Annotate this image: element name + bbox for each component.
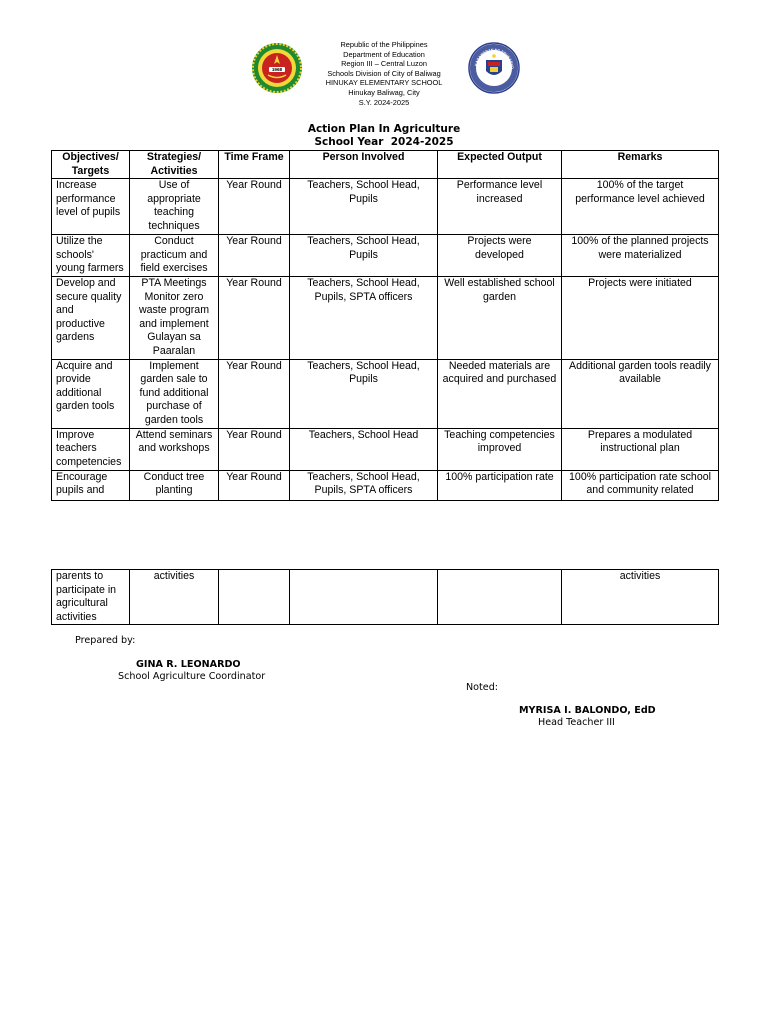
cell-output: Teaching competencies improved bbox=[438, 428, 562, 470]
header-line: Hinukay Baliwag, City bbox=[348, 87, 420, 97]
table-row bbox=[52, 470, 719, 500]
cell-person: Teachers, School Head, Pupils, SPTA officers bbox=[290, 470, 438, 500]
cell-time-frame: Year Round bbox=[219, 359, 290, 428]
cell-strategy: Conduct practicum and field exercises bbox=[130, 235, 219, 277]
cell-person: Teachers, School Head, Pupils bbox=[290, 179, 438, 235]
cell-remarks: Projects were initiated bbox=[562, 276, 719, 359]
table-row bbox=[52, 235, 719, 277]
header-person-involved: Person Involved bbox=[290, 151, 438, 179]
cell-person: Teachers, School Head, Pupils bbox=[290, 235, 438, 277]
action-plan-table-continuation bbox=[51, 569, 719, 625]
cell-objective: Develop and secure quality and productive gardens bbox=[52, 276, 130, 359]
cell-time-frame: Year Round bbox=[219, 179, 290, 235]
noted-label: Noted: bbox=[466, 682, 499, 693]
cell-person bbox=[290, 570, 438, 625]
prepared-by-position: School Agriculture Coordinator bbox=[118, 671, 266, 682]
cell-objective: Acquire and provide additional garden tools bbox=[52, 359, 130, 428]
header-strategies: Strategies/ Activities bbox=[130, 151, 219, 179]
header-line: S.Y. 2024-2025 bbox=[358, 97, 410, 107]
cell-strategy: Use of appropriate teaching techniques bbox=[130, 179, 219, 235]
cell-remarks: Additional garden tools readily available bbox=[562, 359, 719, 428]
noted-by-name: MYRISA I. BALONDO, EdD bbox=[519, 705, 656, 716]
cell-output bbox=[438, 570, 562, 625]
cell-strategy: activities bbox=[130, 570, 219, 625]
prepared-by-label: Prepared by: bbox=[75, 635, 136, 646]
deped-seal-text: KAGAWARAN NG EDUKASYO bbox=[474, 47, 515, 69]
header-objectives: Objectives/ Targets bbox=[52, 151, 130, 179]
cell-remarks: Prepares a modulated instructional plan bbox=[562, 428, 719, 470]
cell-output: Projects were developed bbox=[438, 235, 562, 277]
cell-person: Teachers, School Head bbox=[290, 428, 438, 470]
cell-objective: Increase performance level of pupils bbox=[52, 179, 130, 235]
cell-objective: Encourage pupils and bbox=[52, 470, 130, 500]
header-remarks: Remarks bbox=[562, 151, 719, 179]
table-row bbox=[52, 570, 719, 625]
table-header-row bbox=[52, 151, 719, 179]
cell-person: Teachers, School Head, Pupils bbox=[290, 359, 438, 428]
noted-by-position: Head Teacher III bbox=[538, 717, 615, 728]
cell-time-frame bbox=[219, 570, 290, 625]
cell-time-frame: Year Round bbox=[219, 276, 290, 359]
document-title: Action Plan In Agriculture bbox=[307, 123, 461, 135]
header-time-frame: Time Frame bbox=[219, 151, 290, 179]
cell-strategy: Conduct tree planting bbox=[130, 470, 219, 500]
table-row bbox=[52, 428, 719, 470]
cell-strategy: Implement garden sale to fund additional purchase of garden tools bbox=[130, 359, 219, 428]
cell-remarks: activities bbox=[562, 570, 719, 625]
cell-time-frame: Year Round bbox=[219, 235, 290, 277]
cell-objective: Utilize the schools' young farmers bbox=[52, 235, 130, 277]
cell-remarks: 100% of the planned projects were materialized bbox=[562, 235, 719, 277]
document-subtitle: School Year 2024-2025 bbox=[314, 135, 454, 148]
table-row bbox=[52, 276, 719, 359]
cell-person: Teachers, School Head, Pupils, SPTA officers bbox=[290, 276, 438, 359]
cell-remarks: 100% of the target performance level achieved bbox=[562, 179, 719, 235]
cell-output: Needed materials are acquired and purchased bbox=[438, 359, 562, 428]
header-line: Republic of the Philippines bbox=[340, 40, 428, 49]
school-seal-year: 1968 bbox=[271, 67, 283, 73]
cell-time-frame: Year Round bbox=[219, 470, 290, 500]
cell-objective: Improve teachers competencies bbox=[52, 428, 130, 470]
cell-output: Performance level increased bbox=[438, 179, 562, 235]
cell-remarks: 100% participation rate school and community related bbox=[562, 470, 719, 500]
header-line: Schools Division of City of Baliwag bbox=[327, 68, 441, 78]
prepared-by-name: GINA R. LEONARDO bbox=[136, 659, 241, 670]
header-line: Region III – Central Luzon bbox=[341, 59, 427, 69]
header-line: HINUKAY ELEMENTARY SCHOOL bbox=[325, 78, 443, 88]
cell-time-frame: Year Round bbox=[219, 428, 290, 470]
deped-seal-logo bbox=[468, 42, 520, 94]
cell-objective: parents to participate in agricultural activities bbox=[52, 570, 130, 625]
action-plan-table bbox=[51, 150, 719, 501]
cell-output: Well established school garden bbox=[438, 276, 562, 359]
school-header bbox=[284, 40, 484, 107]
document-titles bbox=[234, 123, 534, 148]
cell-strategy: PTA Meetings Monitor zero waste program and implement Gulayan sa Paaralan bbox=[130, 276, 219, 359]
table-row bbox=[52, 179, 719, 235]
table-row bbox=[52, 359, 719, 428]
header-line: Department of Education bbox=[343, 49, 425, 59]
cell-strategy: Attend seminars and workshops bbox=[130, 428, 219, 470]
header-expected-output: Expected Output bbox=[438, 151, 562, 179]
cell-output: 100% participation rate bbox=[438, 470, 562, 500]
